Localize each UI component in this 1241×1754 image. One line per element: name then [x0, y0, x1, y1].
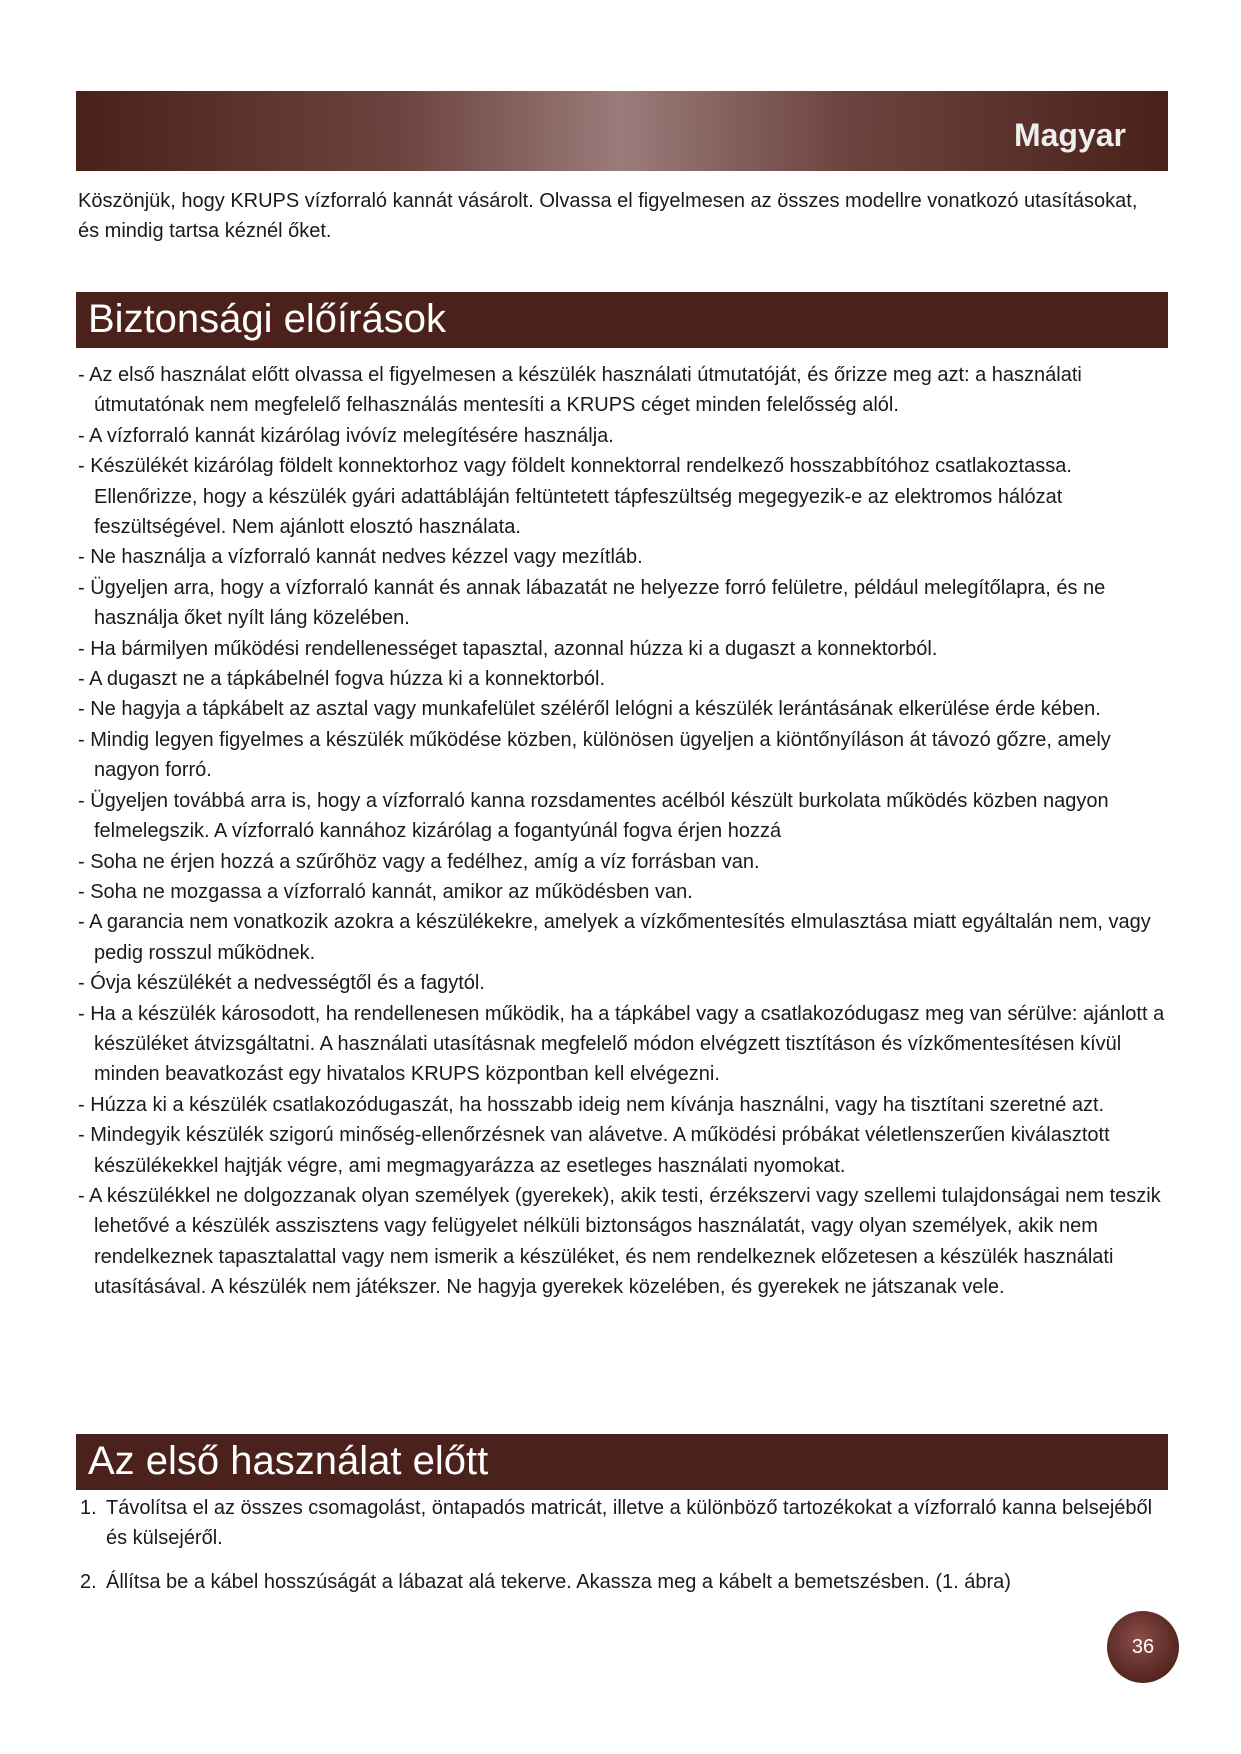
list-item: - Húzza ki a készülék csatlakozódugaszát, ha hosszabb ideig nem kívánja használni, vagy ha tisztítani szeretné azt.: [78, 1090, 1168, 1120]
list-item: - Óvja készülékét a nedvességtől és a fagytól.: [78, 968, 1168, 998]
list-item: - Az első használat előtt olvassa el figyelmesen a készülék használati útmutatóját, és őrizze meg azt: a használati útmutatónak nem megfelelő felhasználás mentesíti a KRUPS céget minden felelősség alól.: [78, 360, 1168, 421]
step-number: 2.: [80, 1571, 97, 1593]
list-item: - Ha bármilyen működési rendellenességet tapasztal, azonnal húzza ki a dugaszt a konnektorból.: [78, 634, 1168, 664]
first-use-section-header: [76, 1434, 1168, 1490]
list-item: - Ne hagyja a tápkábelt az asztal vagy munkafelület széléről lelógni a készülék lerántásának elkerülése érde kében.: [78, 694, 1168, 724]
step-number: 1.: [80, 1497, 97, 1519]
safety-section-header: [76, 292, 1168, 348]
list-item: - Mindig legyen figyelmes a készülék működése közben, különösen ügyeljen a kiöntőnyíláson át távozó gőzre, amely nagyon forró.: [78, 725, 1168, 786]
list-item: - A dugaszt ne a tápkábelnél fogva húzza ki a konnektorból.: [78, 664, 1168, 694]
list-item: - Készülékét kizárólag földelt konnektorhoz vagy földelt konnektorral rendelkező hosszabbítóhoz csatlakoztassa. Ellenőrizze, hogy a készülék gyári adattábláján feltüntetett tápfeszültség megegyezik-e az elektromos hálózat feszültségével. Nem ajánlott elosztó használata.: [78, 451, 1168, 542]
page-number-badge: 36: [1107, 1611, 1179, 1683]
step-item: [80, 1493, 1170, 1553]
list-item: - Mindegyik készülék szigorú minőség-ellenőrzésnek van alávetve. A működési próbákat véletlenszerűen kiválasztott készülékekkel hajtják végre, ami megmagyarázza az esetleges használati nyomokat.: [78, 1120, 1168, 1181]
list-item: - Soha ne mozgassa a vízforraló kannát, amikor az működésben van.: [78, 877, 1168, 907]
list-item: - A garancia nem vonatkozik azokra a készülékekre, amelyek a vízkőmentesítés elmulasztása miatt egyáltalán nem, vagy pedig rosszul működnek.: [78, 907, 1168, 968]
first-use-section-title: Az első használat előtt: [88, 1439, 489, 1483]
step-text: Állítsa be a kábel hosszúságát a lábazat alá tekerve. Akassza meg a kábelt a bemetszésben. (1. ábra): [106, 1571, 1011, 1593]
intro-text: Köszönjük, hogy KRUPS vízforraló kannát vásárolt. Olvassa el figyelmesen az összes modellre vonatkozó utasításokat, és mindig tartsa kéznél őket.: [78, 190, 1138, 242]
list-item: - Ne használja a vízforraló kannát nedves kézzel vagy mezítláb.: [78, 542, 1168, 572]
safety-section-title: Biztonsági előírások: [88, 297, 446, 341]
language-banner: [76, 91, 1168, 171]
safety-rules-list: [78, 360, 1168, 1303]
step-text: Távolítsa el az összes csomagolást, öntapadós matricát, illetve a különböző tartozékokat a vízforraló kanna belsejéből és külsejéről.: [106, 1497, 1153, 1549]
list-item: - Ügyeljen arra, hogy a vízforraló kannát és annak lábazatát ne helyezze forró felületre, például melegítőlapra, és ne használja őket nyílt láng közelében.: [78, 573, 1168, 634]
language-label: Magyar: [1013, 117, 1126, 153]
list-item: - Soha ne érjen hozzá a szűrőhöz vagy a fedélhez, amíg a víz forrásban van.: [78, 847, 1168, 877]
list-item: - A vízforraló kannát kizárólag ivóvíz melegítésére használja.: [78, 421, 1168, 451]
list-item: - Ügyeljen továbbá arra is, hogy a vízforraló kanna rozsdamentes acélból készült burkolata működés közben nagyon felmelegszik. A vízforraló kannához kizárólag a fogantyúnál fogva érjen hozzá: [78, 786, 1168, 847]
first-use-steps-list: [80, 1493, 1170, 1611]
list-item: - Ha a készülék károsodott, ha rendellenesen működik, ha a tápkábel vagy a csatlakozódugasz meg van sérülve: ajánlott a készüléket átvizsgáltatni. A használati utasításnak megfelelő módon elvégzett tisztításon és vízkőmentesítésen kívül minden beavatkozást egy hivatalos KRUPS központban kell elvégezni.: [78, 999, 1168, 1090]
step-item: [80, 1567, 1170, 1597]
list-item: - A készülékkel ne dolgozzanak olyan személyek (gyerekek), akik testi, érzékszervi vagy szellemi tulajdonságai nem teszik lehetővé a készülék asszisztens vagy felügyelet nélküli biztonságos használatát, vagy olyan személyek, akik nem rendelkeznek tapasztalattal vagy nem ismerik a készüléket, és nem rendelkeznek előzetesen a készülék használati utasításával. A készülék nem játékszer. Ne hagyja gyerekek közelében, és gyerekek ne játszanak vele.: [78, 1181, 1168, 1303]
